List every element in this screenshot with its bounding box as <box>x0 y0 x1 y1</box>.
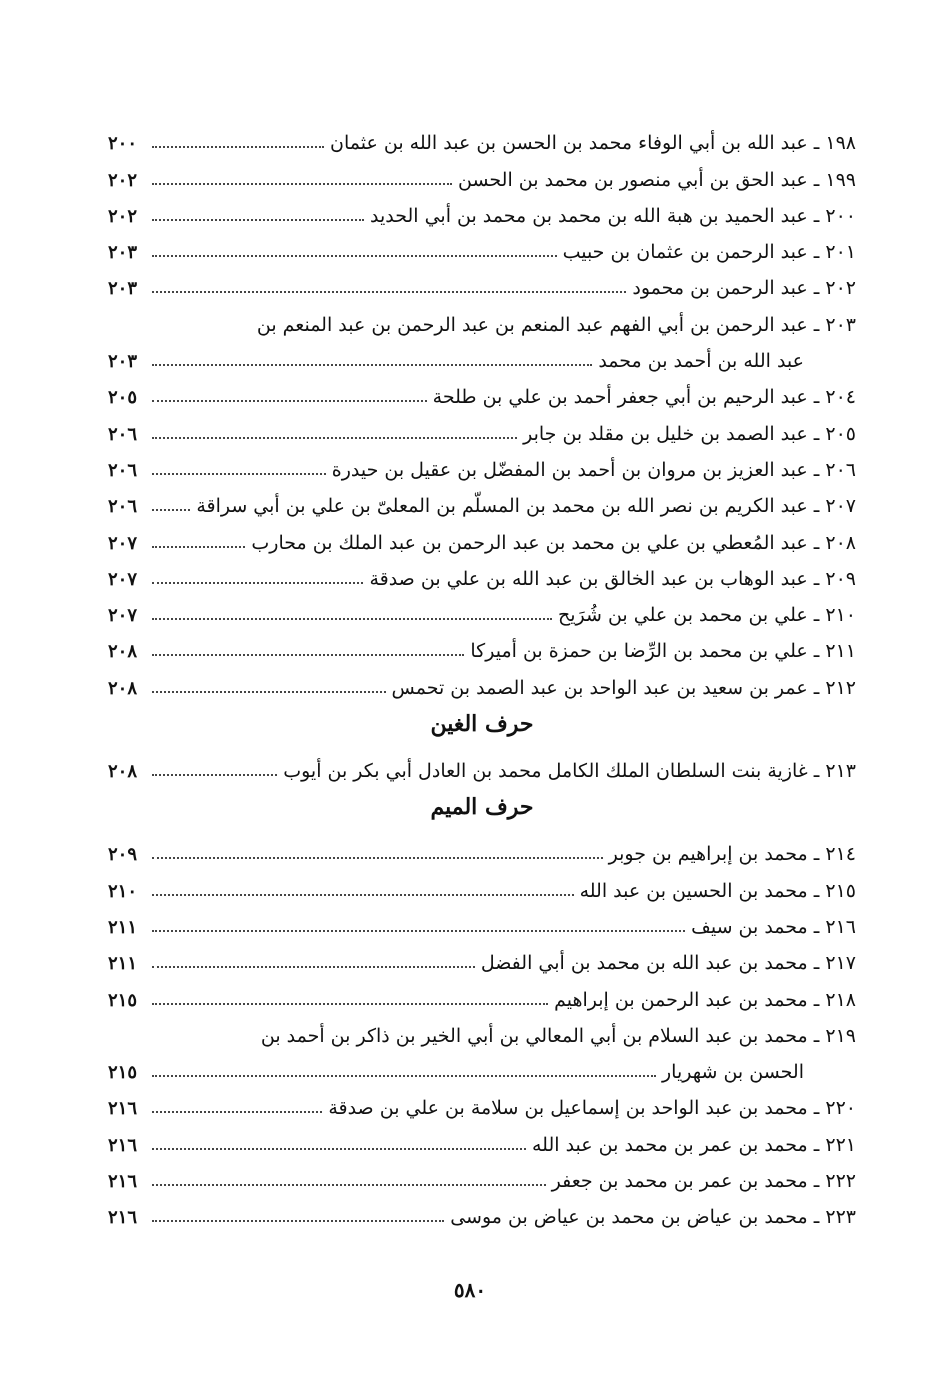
dot-leader <box>152 1003 548 1005</box>
entry-page-number: ٢١٠ <box>108 880 138 902</box>
entry-page-number: ٢٠٨ <box>108 641 138 663</box>
entry-page-number: ٢١١ <box>108 953 138 975</box>
dot-leader <box>152 930 685 932</box>
dot-leader <box>152 364 592 366</box>
entry-page-number: ٢١٦ <box>108 1207 138 1229</box>
entry-page-number: ٢١٥ <box>108 1062 138 1084</box>
dot-leader <box>152 183 452 185</box>
entry-page-number: ٢٠٦ <box>108 459 138 481</box>
toc-entry <box>108 1155 856 1191</box>
entry-title: ٢٢٣ ـ محمد بن عياض بن محمد بن عياض بن موسى <box>450 1206 856 1229</box>
toc-entry <box>108 828 856 864</box>
dot-leader <box>152 400 427 402</box>
entry-title: ٢١٧ ـ محمد بن عبد الله بن محمد بن أبي الفضل <box>480 952 856 975</box>
entry-page-number: ٢١٦ <box>108 1134 138 1156</box>
toc-entry <box>108 153 856 189</box>
dot-leader <box>152 894 574 896</box>
section-heading-meem: حرف الميم <box>430 794 534 821</box>
dot-leader <box>152 618 552 620</box>
entry-title: ٢٠٩ ـ عبد الوهاب بن عبد الخالق بن عبد الله بن علي بن صدقة <box>369 567 856 590</box>
dot-leader <box>152 1184 546 1186</box>
dot-leader <box>152 546 245 548</box>
toc-entry <box>108 516 856 552</box>
toc-entry <box>108 407 856 443</box>
dot-leader <box>152 691 386 693</box>
entry-title: ٢٠٣ ـ عبد الرحمن بن أبي الفهم عبد المنعم بن عبد الرحمن بن عبد المنعم بن <box>256 313 856 336</box>
dot-leader <box>152 1111 322 1113</box>
dot-leader <box>152 255 557 257</box>
dot-leader <box>152 966 475 968</box>
entry-title: ٢٠٨ ـ عبد المُعطي بن علي بن محمد بن عبد الرحمن بن عبد الملك بن محارب <box>251 531 856 554</box>
dot-leader <box>152 1220 444 1222</box>
toc-entry <box>108 973 856 1009</box>
entry-page-number: ٢٠٢ <box>108 169 138 191</box>
dot-leader <box>152 473 326 475</box>
toc-entry <box>108 262 856 298</box>
dot-leader <box>152 437 517 439</box>
toc-entry-first-line <box>108 1010 856 1046</box>
entry-page-number: ٢٠٧ <box>108 605 138 627</box>
section-heading-ghain: حرف الغين <box>430 710 534 737</box>
toc-entry <box>108 745 856 781</box>
entry-title: ٢٠٢ ـ عبد الرحمن بن محمود <box>632 277 856 300</box>
entry-title: ٢١٥ ـ محمد بن الحسين بن عبد الله <box>579 879 856 902</box>
toc-entry <box>108 480 856 516</box>
entry-page-number: ٢٠٨ <box>108 677 138 699</box>
dot-leader <box>152 1148 526 1150</box>
toc-entry <box>108 117 856 153</box>
toc-entry <box>108 1082 856 1118</box>
entry-page-number: ٢٠٧ <box>108 532 138 554</box>
toc-entry <box>108 1191 856 1227</box>
entry-page-number: ٢٠٣ <box>108 242 138 264</box>
dot-leader <box>152 219 364 221</box>
entry-title: ٢٠٠ ـ عبد الحميد بن هبة الله بن محمد بن محمد بن أبي الحديد <box>369 204 856 227</box>
entry-page-number: ٢٠٦ <box>108 496 138 518</box>
dot-leader <box>152 857 603 859</box>
toc-entry <box>108 937 856 973</box>
toc-entry <box>108 190 856 226</box>
entry-title: ٢٢٢ ـ محمد بن عمر بن محمد بن جعفر <box>551 1170 856 1193</box>
toc-entry <box>108 444 856 480</box>
dot-leader <box>152 582 363 584</box>
toc-entry <box>108 589 856 625</box>
entry-page-number: ٢٠٨ <box>108 761 138 783</box>
entry-page-number: ٢٠٧ <box>108 568 138 590</box>
entry-page-number: ٢١١ <box>108 916 138 938</box>
entry-page-number: ٢٠٣ <box>108 351 138 373</box>
toc-entry <box>108 625 856 661</box>
entry-title: ٢١٩ ـ محمد بن عبد السلام بن أبي المعالي بن أبي الخير بن ذاكر بن أحمد بن <box>260 1024 856 1047</box>
entry-title: ٢٠١ ـ عبد الرحمن بن عثمان بن حبيب <box>562 241 856 264</box>
toc-entry <box>108 901 856 937</box>
toc-entry <box>108 371 856 407</box>
entry-title-continuation: عبد الله بن أحمد بن محمد <box>598 350 804 373</box>
entry-title: ٢١٢ ـ عمر بن سعيد بن عبد الواحد بن عبد الصمد بن تحمس <box>391 676 856 699</box>
toc-entry <box>108 1118 856 1154</box>
toc-entry-continuation <box>108 335 856 371</box>
dot-leader <box>152 1075 656 1077</box>
entry-title: ٢١٨ ـ محمد بن عبد الرحمن بن إبراهيم <box>554 988 856 1011</box>
entry-title: ٢١٠ ـ علي بن محمد بن علي بن شُرَيح <box>557 604 856 627</box>
dot-leader <box>152 774 277 776</box>
table-of-contents <box>108 117 856 1227</box>
dot-leader <box>152 291 626 293</box>
entry-page-number: ٢١٥ <box>108 989 138 1011</box>
entry-page-number: ٢٠٣ <box>108 278 138 300</box>
dot-leader <box>152 509 190 511</box>
toc-entry <box>108 864 856 900</box>
page-number: ٥٨٠ <box>453 1278 487 1302</box>
entry-page-number: ٢٠٥ <box>108 387 138 409</box>
entry-page-number: ٢١٦ <box>108 1171 138 1193</box>
entry-title: ٢١٣ ـ غازية بنت السلطان الملك الكامل محمد بن العادل أبي بكر بن أيوب <box>283 760 856 783</box>
toc-entry-first-line <box>108 298 856 334</box>
toc-entry <box>108 553 856 589</box>
dot-leader <box>152 654 464 656</box>
toc-entry <box>108 661 856 697</box>
toc-entry <box>108 226 856 262</box>
entry-title: ٢١٦ ـ محمد بن سيف <box>691 915 856 938</box>
entry-title: ٢١١ ـ علي بن محمد بن الرِّضا بن حمزة بن أميركا <box>470 640 856 663</box>
entry-title: ٢٢١ ـ محمد بن عمر بن محمد بن عبد الله <box>532 1133 856 1156</box>
dot-leader <box>152 146 324 148</box>
entry-title: ٢٠٧ ـ عبد الكريم بن نصر الله بن محمد بن المسلّم بن المعلىّ بن علي بن أبي سراقة <box>196 495 856 518</box>
entry-title: ٢٢٠ ـ محمد بن عبد الواحد بن إسماعيل بن سلامة بن علي بن صدقة <box>328 1097 856 1120</box>
entry-page-number: ٢٠٦ <box>108 423 138 445</box>
entry-page-number: ٢٠٠ <box>108 133 138 155</box>
entry-page-number: ٢٠٢ <box>108 205 138 227</box>
entry-page-number: ٢١٦ <box>108 1098 138 1120</box>
toc-entry-continuation <box>108 1046 856 1082</box>
entry-page-number: ٢٠٩ <box>108 844 138 866</box>
entry-title: ٢٠٤ ـ عبد الرحيم بن أبي جعفر أحمد بن علي بن طلحة <box>432 386 856 409</box>
entry-title: ٢٠٦ ـ عبد العزيز بن مروان بن أحمد بن المفضّل بن عقيل بن حيدرة <box>331 458 856 481</box>
entry-title: ١٩٩ ـ عبد الحق بن أبي منصور بن محمد بن الحسن <box>458 168 856 191</box>
entry-title: ٢٠٥ ـ عبد الصمد بن خليل بن مقلد بن جابر <box>523 422 856 445</box>
entry-title-continuation: الحسن بن شهريار <box>662 1061 804 1084</box>
entry-title: ١٩٨ ـ عبد الله بن أبي الوفاء محمد بن الحسن بن عبد الله بن عثمان <box>330 132 856 155</box>
entry-title: ٢١٤ ـ محمد بن إبراهيم بن جوبر <box>608 843 856 866</box>
